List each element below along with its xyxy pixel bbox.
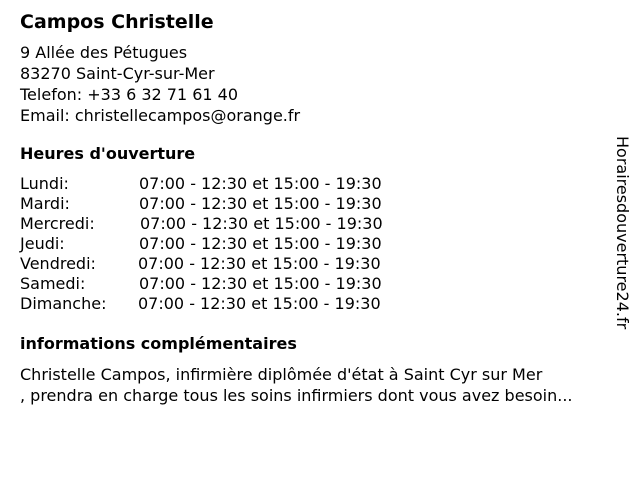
email-line: Email: christellecampos@orange.fr — [20, 106, 301, 125]
description-text — [20, 364, 573, 406]
day-label: Mercredi: — [20, 214, 95, 233]
phone-line: Telefon: +33 6 32 71 61 40 — [20, 85, 239, 104]
day-label: Lundi: — [20, 174, 69, 193]
description-line-2: , prendra en charge tous les soins infirmiers dont vous avez besoin... — [20, 386, 573, 405]
description-line-1: Christelle Campos, infirmière diplômée d'état à Saint Cyr sur Mer — [20, 365, 543, 384]
business-name: Campos Christelle — [20, 11, 214, 33]
day-label: Dimanche: — [20, 294, 107, 313]
time-range: 07:00 - 12:30 et 15:00 - 19:30 — [139, 274, 382, 293]
day-label: Jeudi: — [20, 234, 65, 253]
day-label: Samedi: — [20, 274, 86, 293]
day-label: Mardi: — [20, 194, 70, 213]
time-range: 07:00 - 12:30 et 15:00 - 19:30 — [139, 194, 382, 213]
address-street: 9 Allée des Pétugues — [20, 43, 188, 62]
time-range: 07:00 - 12:30 et 15:00 - 19:30 — [138, 254, 381, 273]
site-watermark — [612, 136, 632, 346]
time-range: 07:00 - 12:30 et 15:00 - 19:30 — [140, 214, 383, 233]
time-range: 07:00 - 12:30 et 15:00 - 19:30 — [139, 174, 382, 193]
time-range: 07:00 - 12:30 et 15:00 - 19:30 — [139, 234, 382, 253]
contact-block — [20, 42, 300, 126]
hours-heading: Heures d'ouverture — [20, 144, 196, 163]
time-range: 07:00 - 12:30 et 15:00 - 19:30 — [138, 294, 381, 313]
info-heading: informations complémentaires — [20, 334, 297, 353]
day-label: Vendredi: — [20, 254, 96, 273]
watermark-text: Horairesdouverture24.fr — [613, 136, 632, 330]
address-city: 83270 Saint-Cyr-sur-Mer — [20, 64, 215, 83]
